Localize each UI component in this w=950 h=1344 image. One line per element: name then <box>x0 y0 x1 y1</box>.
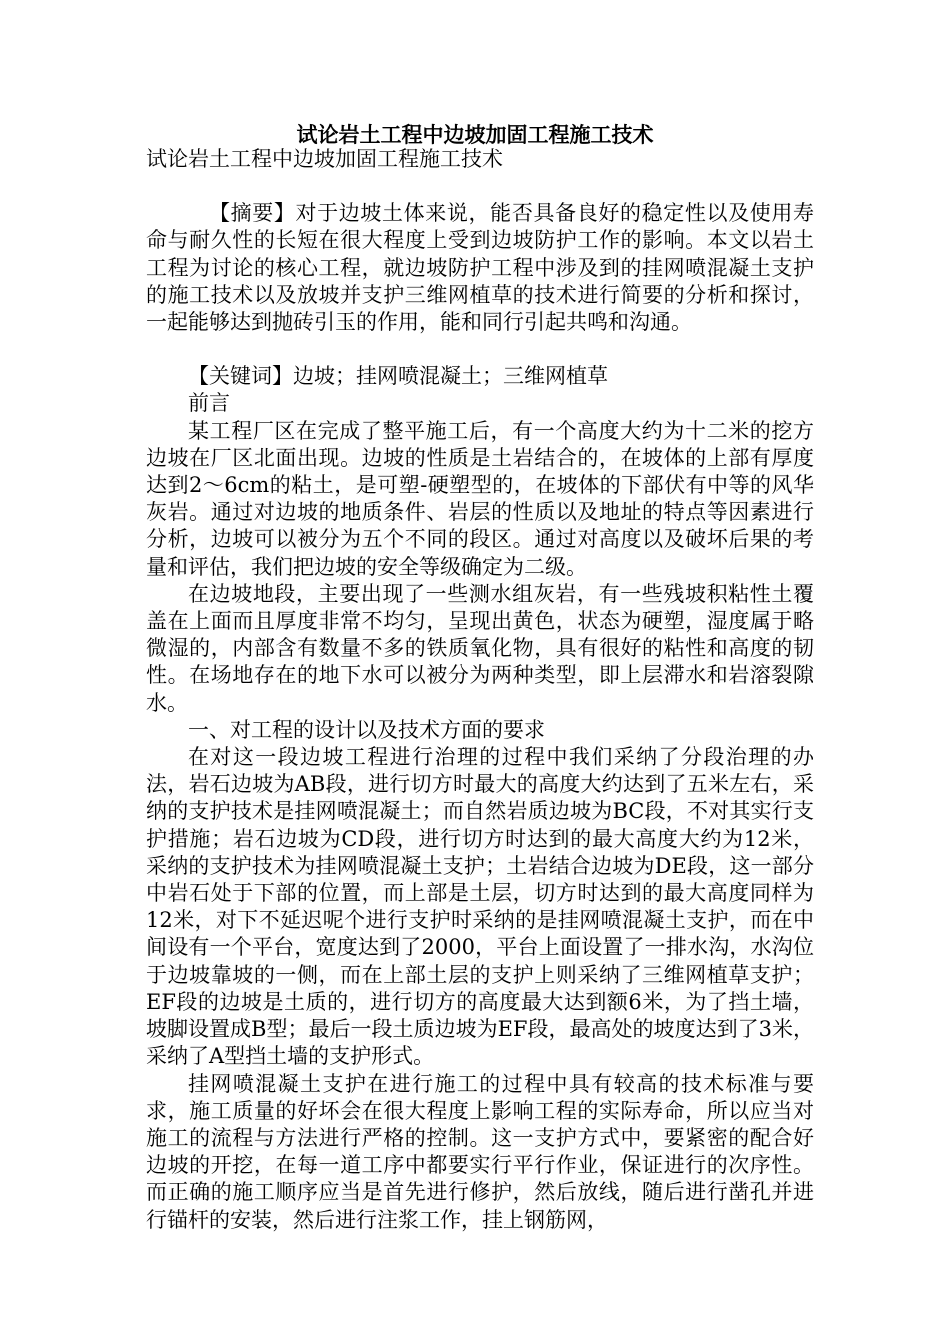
section-heading: 一、对工程的设计以及技术方面的要求 <box>188 717 545 742</box>
body-paragraph: 在边坡地段，主要出现了一些测水组灰岩，有一些残坡积粘性土覆盖在上面而且厚度非常不均匀，呈现出黄色，状态为硬塑，湿度属于略微湿的，内部含有数量不多的铁质氧化物，具有很好的粘性和高度的韧性。在场地存在的地下水可以被分为两种类型，即上层滞水和岩溶裂隙水。 <box>146 581 814 715</box>
spacer <box>146 336 814 363</box>
document-body <box>146 146 814 1234</box>
preface-heading: 前言 <box>188 391 230 416</box>
spacer <box>146 173 814 200</box>
body-paragraph: 在对这一段边坡工程进行治理的过程中我们采纳了分段治理的办法，岩石边坡为AB段，进行切方时最大的高度大约达到了五米左右，采纳的支护技术是挂网喷混凝土；而自然岩质边坡为BC段，不对其实行支护措施；岩石边坡为CD段，进行切方时达到的最大高度大约为12米，采纳的支护技术为挂网喷混凝土支护；土岩结合边坡为DE段，这一部分中岩石处于下部的位置，而上部是土层，切方时达到的最大高度同样为12米，对下不延迟呢个进行支护时采纳的是挂网喷混凝土支护，而在中间设有一个平台，宽度达到了2000，平台上面设置了一排水沟，水沟位于边坡靠坡的一侧，而在上部土层的支护上则采纳了三维网植草支护；EF段的边坡是土质的，进行切方的高度最大达到额6米，为了挡土墙，坡脚设置成B型；最后一段土质边坡为EF段，最高处的坡度达到了3米，采纳了A型挡土墙的支护形式。 <box>146 745 814 1069</box>
keywords-paragraph: 【关键词】边坡；挂网喷混凝土；三维网植草 <box>188 364 608 389</box>
document-title: 试论岩土工程中边坡加固工程施工技术 <box>296 123 654 147</box>
body-paragraph: 某工程厂区在完成了整平施工后，有一个高度大约为十二米的挖方边坡在厂区北面出现。边坡的性质是土岩结合的，在坡体的上部有厚度达到2～6cm的粘土，是可塑-硬塑型的，在坡体的下部伏有中等的风华灰岩。通过对边坡的地质条件、岩层的性质以及地址的特点等因素进行分析，边坡可以被分为五个不同的段区。通过对高度以及破坏后果的考量和评估，我们把边坡的安全等级确定为二级。 <box>146 418 814 579</box>
abstract-paragraph: 【摘要】对于边坡土体来说，能否具备良好的稳定性以及使用寿命与耐久性的长短在很大程度上受到边坡防护工作的影响。本文以岩土工程为讨论的核心工程，就边坡防护工程中涉及到的挂网喷混凝土支护的施工技术以及放坡并支护三维网植草的技术进行简要的分析和探讨，一起能够达到抛砖引玉的作用，能和同行引起共鸣和沟通。 <box>146 201 814 335</box>
document-subtitle: 试论岩土工程中边坡加固工程施工技术 <box>146 147 503 171</box>
body-paragraph: 挂网喷混凝土支护在进行施工的过程中具有较高的技术标准与要求，施工质量的好坏会在很大程度上影响工程的实际寿命，所以应当对施工的流程与方法进行严格的控制。这一支护方式中，要紧密的配合好边坡的开挖，在每一道工序中都要实行平行作业，保证进行的次序性。而正确的施工顺序应当是首先进行修护，然后放线，随后进行凿孔并进行锚杆的安装，然后进行注浆工作，挂上钢筋网， <box>146 1071 814 1232</box>
